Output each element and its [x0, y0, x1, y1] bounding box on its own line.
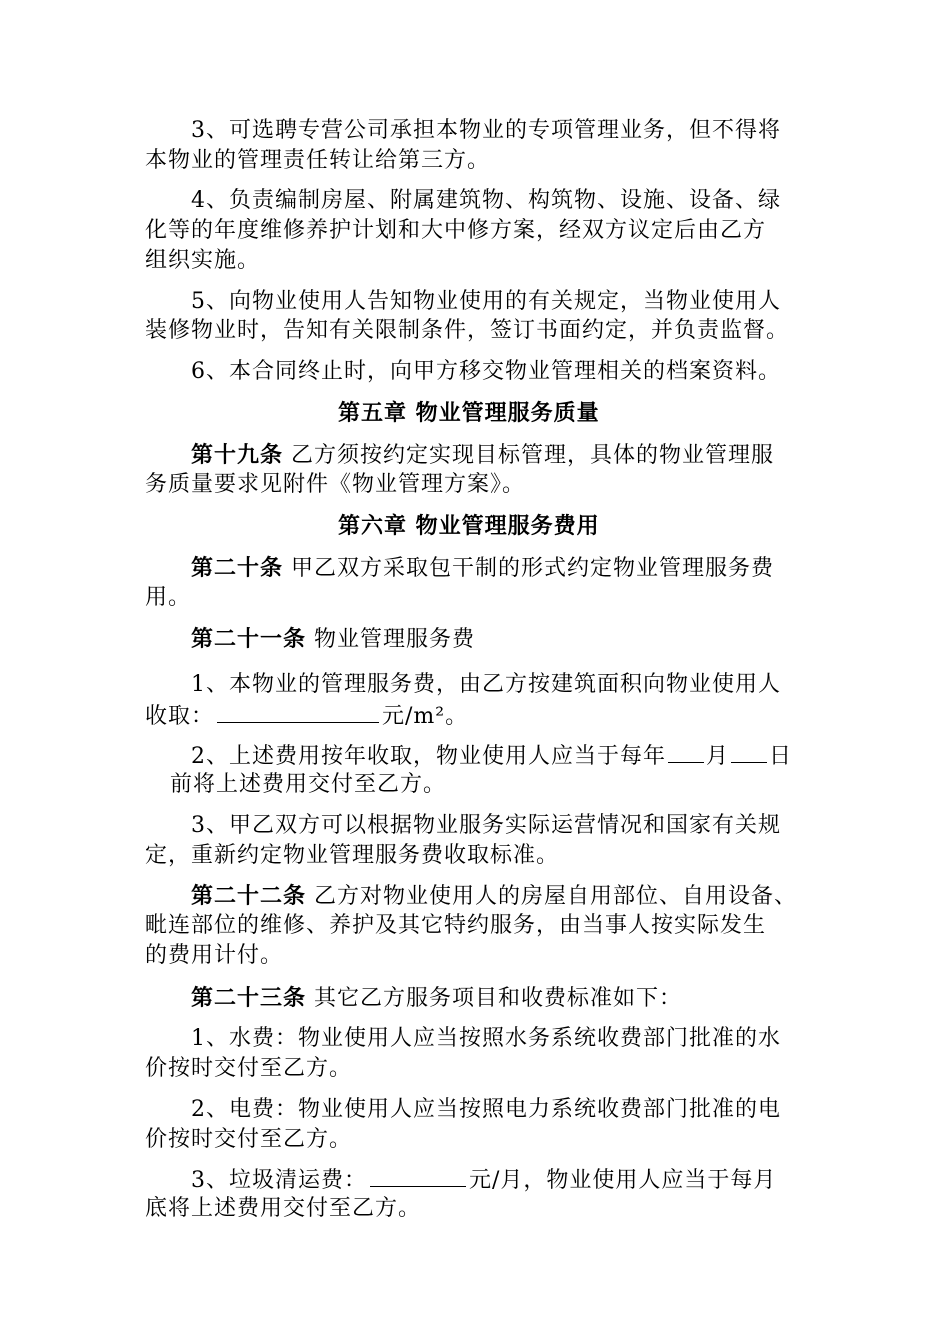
- article-20-text: 甲乙双方采取包干制的形式约定物业管理服务费: [283, 556, 775, 581]
- water-fee-line-2: 价按时交付至乙方。: [145, 1056, 353, 1081]
- item-5-line-2: 装修物业时，告知有关限制条件，签订书面约定，并负责监督。: [145, 318, 790, 343]
- fee-3-line-1: 3、甲乙双方可以根据物业服务实际运营情况和国家有关规: [191, 813, 781, 838]
- article-22-label: 第二十二条: [191, 883, 307, 909]
- article-23-text: 其它乙方服务项目和收费标准如下：: [306, 986, 683, 1011]
- fee-2-prefix: 2、上述费用按年收取，物业使用人应当于每年: [191, 744, 666, 769]
- garbage-fee-suffix: 元/月，物业使用人应当于每月: [469, 1168, 777, 1193]
- item-4-line-2: 化等的年度维修养护计划和大中修方案，经双方议定后由乙方: [145, 218, 767, 243]
- item-4-line-1: 4、负责编制房屋、附属建筑物、构筑物、设施、设备、绿: [191, 188, 781, 213]
- day-blank: [731, 740, 767, 763]
- article-19-text: 乙方须按约定实现目标管理，具体的物业管理服: [283, 443, 775, 468]
- article-22-line-2: 毗连部位的维修、养护及其它特约服务，由当事人按实际发生: [145, 913, 767, 938]
- article-21-text: 物业管理服务费: [306, 627, 476, 652]
- article-19-line-1: [191, 440, 774, 471]
- chapter-6-heading: 第六章 物业管理服务费用: [338, 513, 600, 539]
- item-3-line-1: 3、可选聘专营公司承担本物业的专项管理业务，但不得将: [191, 118, 781, 143]
- fee-1-prefix: 收取：: [145, 704, 215, 729]
- item-4-line-3: 组织实施。: [145, 248, 261, 273]
- garbage-fee-prefix: 3、垃圾清运费：: [191, 1168, 367, 1193]
- electricity-fee-line-1: 2、电费：物业使用人应当按照电力系统收费部门批准的电: [191, 1097, 781, 1122]
- fee-2-line-2: 前将上述费用交付至乙方。: [170, 772, 447, 797]
- fee-2-month: 月: [706, 744, 730, 769]
- month-blank: [668, 740, 704, 763]
- article-20-line-2: 用。: [145, 585, 192, 610]
- item-3-line-2: 本物业的管理责任转让给第三方。: [145, 148, 491, 173]
- electricity-fee-line-2: 价按时交付至乙方。: [145, 1127, 353, 1152]
- article-23-line: [191, 983, 682, 1014]
- article-19-line-2: 务质量要求见附件《物业管理方案》。: [145, 472, 526, 497]
- item-6-line-1: 6、本合同终止时，向甲方移交物业管理相关的档案资料。: [191, 359, 781, 384]
- chapter-5-heading: 第五章 物业管理服务质量: [338, 400, 600, 426]
- garbage-fee-blank: [370, 1164, 466, 1187]
- fee-2-line-1: [191, 740, 792, 772]
- article-20-label: 第二十条: [191, 555, 284, 581]
- article-22-text: 乙方对物业使用人的房屋自用部位、自用设备、: [306, 884, 798, 909]
- fee-1-suffix: 元/m²。: [382, 704, 469, 729]
- article-20-line-1: [191, 553, 774, 584]
- article-23-label: 第二十三条: [191, 985, 307, 1011]
- article-22-line-1: [191, 881, 797, 912]
- article-19-label: 第十九条: [191, 442, 284, 468]
- fee-rate-blank: [217, 700, 379, 723]
- garbage-fee-line-2: 底将上述费用交付至乙方。: [145, 1196, 422, 1221]
- fee-3-line-2: 定，重新约定物业管理服务费收取标准。: [145, 843, 560, 868]
- article-21-line: [191, 624, 475, 655]
- item-5-line-1: 5、向物业使用人告知物业使用的有关规定，当物业使用人: [191, 289, 781, 314]
- water-fee-line-1: 1、水费：物业使用人应当按照水务系统收费部门批准的水: [191, 1026, 781, 1051]
- article-21-label: 第二十一条: [191, 626, 307, 652]
- fee-1-line-2: [145, 700, 468, 732]
- fee-2-day: 日: [769, 744, 793, 769]
- garbage-fee-line-1: [191, 1164, 776, 1196]
- article-22-line-3: 的费用计付。: [145, 943, 284, 968]
- fee-1-line-1: 1、本物业的管理服务费，由乙方按建筑面积向物业使用人: [191, 672, 781, 697]
